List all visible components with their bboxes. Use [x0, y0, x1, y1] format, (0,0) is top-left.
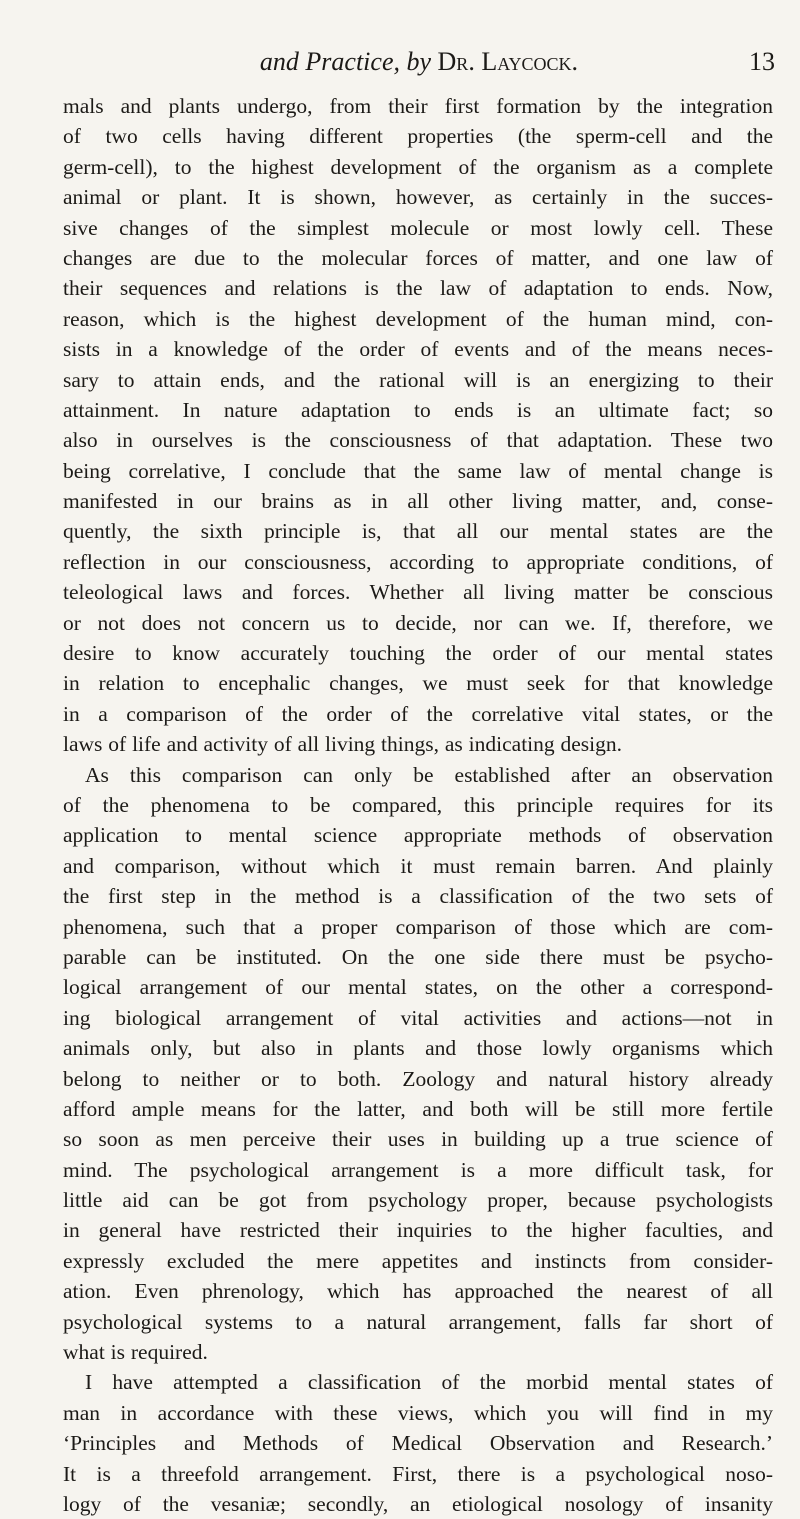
text-line: the first step in the method is a classification of the two sets of	[63, 884, 773, 909]
running-title	[63, 42, 775, 82]
text-line: expressly excluded the mere appetites and instincts from consider-	[63, 1248, 773, 1273]
text-line: in relation to encephalic changes, we must seek for that knowledge	[63, 671, 773, 696]
page-number: 13	[749, 47, 775, 76]
text-line: and comparison, without which it must remain barren. And plainly	[63, 853, 773, 878]
text-line: logy of the vesaniæ; secondly, an etiological nosology of insanity	[63, 1491, 773, 1516]
text-line: little aid can be got from psychology proper, because psychologists	[63, 1188, 773, 1213]
text-line: man in accordance with these views, which you will find in my	[63, 1400, 773, 1425]
text-line: psychological systems to a natural arrangement, falls far short of	[63, 1309, 773, 1334]
text-line: desire to know accurately touching the order of our mental states	[63, 641, 773, 666]
running-title-prefix: and Practice, by	[259, 47, 438, 76]
text-line: of the phenomena to be compared, this principle requires for its	[63, 792, 773, 817]
text-line: changes are due to the molecular forces of matter, and one law of	[63, 245, 773, 270]
text-line: sary to attain ends, and the rational will is an energizing to their	[63, 367, 773, 392]
text-line: I have attempted a classification of the morbid mental states of	[85, 1370, 773, 1395]
text-line: being correlative, I conclude that the same law of mental change is	[63, 458, 773, 483]
text-line: logical arrangement of our mental states, on the other a correspond-	[63, 975, 773, 1000]
text-line: animals only, but also in plants and those lowly organisms which	[63, 1036, 773, 1061]
text-line: germ-cell), to the highest development of the organism as a complete	[63, 154, 773, 179]
text-line: sive changes of the simplest molecule or most lowly cell. These	[63, 215, 773, 240]
running-title-author: Dr. Laycock.	[437, 47, 579, 76]
text-line: phenomena, such that a proper comparison of those which are com-	[63, 914, 773, 939]
text-line: mals and plants undergo, from their first formation by the integration	[63, 94, 773, 118]
text-line: in general have restricted their inquiries to the higher faculties, and	[63, 1218, 773, 1243]
text-line: It is a threefold arrangement. First, there is a psychological noso-	[63, 1461, 773, 1486]
text-line: afford ample means for the latter, and both will be still more fertile	[63, 1096, 773, 1121]
text-line: mind. The psychological arrangement is a more difficult task, for	[63, 1157, 773, 1182]
text-line: or not does not concern us to decide, nor can we. If, therefore, we	[63, 610, 773, 635]
text-line: ing biological arrangement of vital activities and actions—not in	[63, 1005, 773, 1030]
body-text	[63, 91, 773, 1519]
text-line: quently, the sixth principle is, that all our mental states are the	[63, 519, 773, 544]
text-line: also in ourselves is the consciousness of that adaptation. These two	[63, 428, 773, 453]
text-line: what is required.	[63, 1340, 208, 1365]
text-line: laws of life and activity of all living things, as indicating design.	[63, 732, 623, 757]
text-line: of two cells having different properties (the sperm-cell and the	[63, 124, 773, 149]
text-line: ‘Principles and Methods of Medical Observation and Research.’	[63, 1431, 773, 1456]
text-line: teleological laws and forces. Whether all living matter be conscious	[63, 580, 773, 605]
text-line: animal or plant. It is shown, however, as certainly in the succes-	[63, 185, 773, 210]
running-head	[63, 42, 775, 82]
text-line: sists in a knowledge of the order of events and of the means neces-	[63, 337, 773, 362]
text-line: so soon as men perceive their uses in building up a true science of	[63, 1127, 773, 1152]
text-line: manifested in our brains as in all other living matter, and, conse-	[63, 489, 773, 514]
text-line: application to mental science appropriate methods of observation	[63, 823, 773, 848]
text-line: their sequences and relations is the law of adaptation to ends. Now,	[63, 276, 773, 301]
text-line: reflection in our consciousness, according to appropriate conditions, of	[63, 549, 773, 574]
text-line: attainment. In nature adaptation to ends is an ultimate fact; so	[63, 397, 773, 422]
text-line: reason, which is the highest development of the human mind, con-	[63, 306, 773, 331]
text-line: ation. Even phrenology, which has approached the nearest of all	[63, 1279, 773, 1304]
text-line: belong to neither or to both. Zoology and natural history already	[63, 1066, 773, 1091]
text-line: in a comparison of the order of the correlative vital states, or the	[63, 701, 773, 726]
text-line: parable can be instituted. On the one side there must be psycho-	[63, 944, 773, 969]
text-line: As this comparison can only be established after an observation	[85, 762, 773, 787]
